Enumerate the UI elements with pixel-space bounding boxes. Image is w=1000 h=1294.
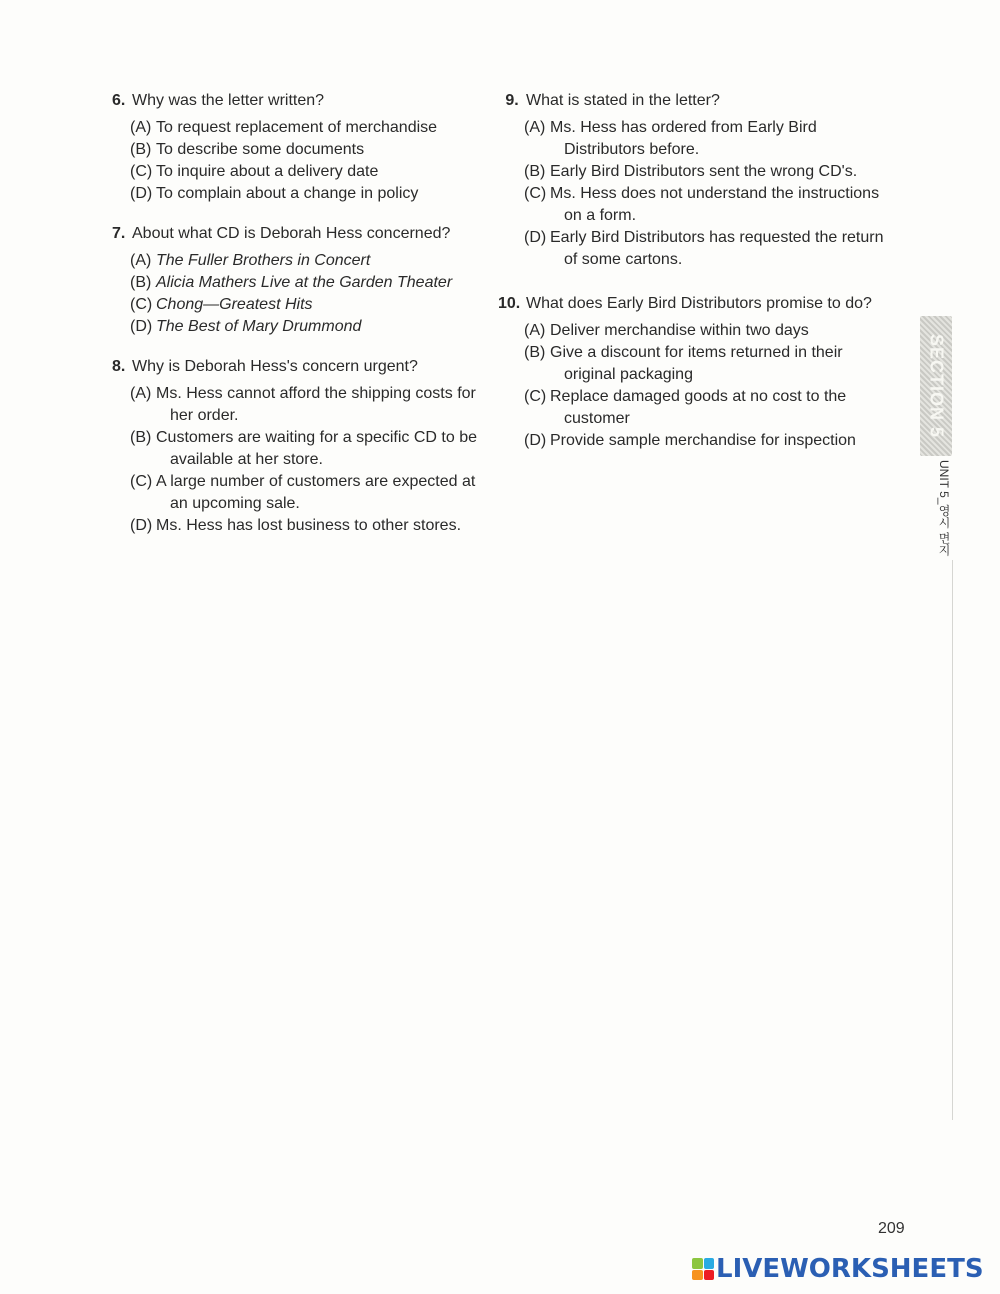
question-9	[498, 90, 888, 271]
option-text: To complain about a change in policy	[156, 185, 419, 202]
answer-option[interactable]	[130, 294, 492, 316]
answer-option[interactable]	[524, 161, 888, 183]
section-label: SECTION 5	[926, 333, 947, 439]
liveworksheets-logo-icon	[692, 1258, 714, 1280]
answer-option[interactable]	[524, 320, 888, 342]
answer-option[interactable]	[524, 183, 888, 227]
option-text: Ms. Hess has ordered from Early Bird Distributors before.	[550, 119, 817, 158]
option-text: The Best of Mary Drummond	[156, 318, 362, 335]
option-letter: (D)	[524, 432, 547, 449]
answer-option[interactable]	[130, 117, 492, 139]
option-letter: (D)	[130, 517, 153, 534]
option-text: To request replacement of merchandise	[156, 119, 438, 136]
answer-option[interactable]	[524, 342, 888, 386]
answer-option[interactable]	[130, 183, 492, 205]
option-text: To inquire about a delivery date	[156, 163, 379, 180]
question-number: 7.	[112, 225, 126, 242]
unit-label: UNIT 5_영시 면지	[937, 460, 951, 556]
answer-option[interactable]	[130, 427, 492, 471]
option-text: Alicia Mathers Live at the Garden Theater	[156, 274, 453, 291]
logo-tile-1	[692, 1258, 703, 1269]
question-number: 10.	[498, 295, 521, 312]
option-letter: (A)	[524, 119, 546, 136]
option-letter: (A)	[130, 385, 152, 402]
option-letter: (C)	[130, 296, 153, 313]
option-letter: (A)	[130, 119, 152, 136]
page-number: 209	[878, 1220, 905, 1237]
option-text: Replace damaged goods at no cost to the customer	[550, 388, 847, 427]
option-letter: (B)	[130, 141, 152, 158]
answer-option[interactable]	[130, 471, 492, 515]
option-text: Deliver merchandise within two days	[550, 322, 809, 339]
section-side-tab	[920, 316, 952, 456]
logo-tile-4	[704, 1270, 715, 1281]
option-text: Ms. Hess cannot afford the shipping costs for her order.	[156, 385, 476, 424]
answer-option[interactable]	[130, 383, 492, 427]
answer-option[interactable]	[130, 515, 492, 537]
question-number: 6.	[112, 92, 126, 109]
answer-option[interactable]	[524, 227, 888, 271]
left-column	[112, 90, 492, 555]
answer-option[interactable]	[524, 430, 888, 452]
question-stem: What does Early Bird Distributors promise to do?	[526, 295, 872, 312]
option-text: Ms. Hess does not understand the instructions on a form.	[550, 185, 880, 224]
option-text: Early Bird Distributors has requested the return of some cartons.	[550, 229, 884, 268]
option-letter: (A)	[524, 322, 546, 339]
option-letter: (B)	[130, 274, 152, 291]
option-letter: (A)	[130, 252, 152, 269]
question-stem: About what CD is Deborah Hess concerned?	[132, 225, 451, 242]
option-text: Early Bird Distributors sent the wrong CD's.	[550, 163, 858, 180]
liveworksheets-brand	[692, 1254, 984, 1284]
option-text: The Fuller Brothers in Concert	[156, 252, 371, 269]
option-letter: (B)	[130, 429, 152, 446]
option-text: Give a discount for items returned in their original packaging	[550, 344, 843, 383]
answer-option[interactable]	[130, 250, 492, 272]
option-text: Customers are waiting for a specific CD to be available at her store.	[156, 429, 478, 468]
brand-name: LIVEWORKSHEETS	[716, 1254, 984, 1284]
answer-option[interactable]	[130, 161, 492, 183]
option-letter: (D)	[130, 318, 153, 335]
option-text: Ms. Hess has lost business to other stores.	[156, 517, 462, 534]
answer-option[interactable]	[130, 316, 492, 338]
option-letter: (C)	[130, 163, 153, 180]
question-6	[112, 90, 492, 205]
option-letter: (C)	[130, 473, 153, 490]
question-10	[498, 293, 888, 452]
answer-option[interactable]	[130, 139, 492, 161]
answer-option[interactable]	[524, 386, 888, 430]
right-column	[498, 90, 888, 470]
question-number: 8.	[112, 358, 126, 375]
answer-option[interactable]	[130, 272, 492, 294]
logo-tile-2	[704, 1258, 715, 1269]
option-text: Provide sample merchandise for inspection	[550, 432, 856, 449]
option-letter: (C)	[524, 185, 547, 202]
option-letter: (D)	[524, 229, 547, 246]
question-stem: What is stated in the letter?	[526, 92, 720, 109]
option-text: A large number of customers are expected at an upcoming sale.	[156, 473, 476, 512]
logo-tile-3	[692, 1270, 703, 1281]
option-letter: (D)	[130, 185, 153, 202]
margin-divider	[952, 560, 953, 1120]
option-text: To describe some documents	[156, 141, 365, 158]
question-stem: Why is Deborah Hess's concern urgent?	[132, 358, 418, 375]
question-stem: Why was the letter written?	[132, 92, 325, 109]
question-number: 9.	[505, 92, 519, 109]
option-text: Chong—Greatest Hits	[156, 296, 313, 313]
answer-option[interactable]	[524, 117, 888, 161]
question-7	[112, 223, 492, 338]
question-8	[112, 356, 492, 537]
option-letter: (B)	[524, 344, 546, 361]
option-letter: (C)	[524, 388, 547, 405]
option-letter: (B)	[524, 163, 546, 180]
